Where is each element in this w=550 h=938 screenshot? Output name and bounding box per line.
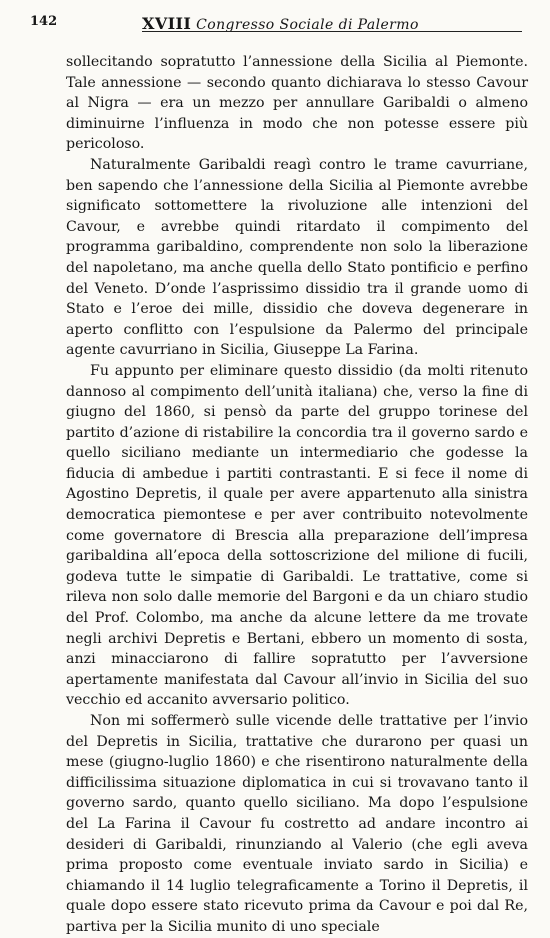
header-rule [142, 31, 522, 32]
body-text [66, 52, 528, 938]
running-head-roman: XVIII [142, 14, 192, 33]
page-number: 142 [30, 14, 58, 29]
running-head-title: Congresso Sociale di Palermo [196, 17, 419, 33]
paragraph: sollecitando sopratutto l’annessione della Sicilia al Piemonte. Tale annessione — secondo quanto dichiarava lo stesso Cavour al Nigra — era un mezzo per annullare Garibaldi o almeno diminuirne l’influenza in modo che non potesse essere più pericoloso. [66, 54, 528, 153]
paragraph: Non mi soffermerò sulle vicende delle trattative per l’invio del Depretis in Sicilia, trattative che durarono per quasi un mese (giugno-luglio 1860) e che risentirono naturalmente della difficilissima situazione diplomatica in cui si trovavano tanto il governo sardo, quanto quello siciliano. Ma dopo l’espulsione del La Farina il Cavour fu costretto ad andare incontro ai desideri di Garibaldi, rinunziando al Valerio (che egli aveva prima proposto come eventuale inviato sardo in Sicilia) e chiamando il 14 luglio telegraficamente a Torino il Depretis, il quale dopo essere stato ricevuto prima da Cavour e poi dal Re, partiva per la Sicilia munito di uno speciale [66, 713, 528, 935]
paragraph: Naturalmente Garibaldi reagì contro le trame cavurriane, ben sapendo che l’annessione della Sicilia al Piemonte avrebbe significato sottomettere la rivoluzione alle intenzioni del Cavour, e avrebbe quindi ritardato il compimento del programma garibaldino, comprendente non solo la liberazione del napoletano, ma anche quella dello Stato pontificio e perfino del Veneto. D’onde l’asprissimo dissidio tra il grande uomo di Stato e l’eroe dei mille, dissidio che doveva degenerare in aperto conflitto con l’espulsione da Palermo del principale agente cavurriano in Sicilia, Giuseppe La Farina. [66, 156, 528, 359]
paragraph: Fu appunto per eliminare questo dissidio (da molti ritenuto dannoso al compimento dell’unità italiana) che, verso la fine di giugno del 1860, si pensò da parte del gruppo torinese del partito d’azione di ristabilire la concordia tra il governo sardo e quello siciliano mediante un intermediario che godesse la fiducia di ambedue i partiti contrastanti. E si fece il nome di Agostino Depretis, il quale per avere appartenuto alla sinistra democratica piemontese e per aver contribuito notevolmente come governatore di Brescia alla preparazione dell’impresa garibaldina all’epoca della sottoscrizione del milione di fucili, godeva tutte le simpatie di Garibaldi. Le trattative, come si rileva non solo dalle memorie del Bargoni e da un chiaro studio del Prof. Colombo, ma anche da alcune lettere da me trovate negli archivi Depretis e Bertani, ebbero un momento di sosta, anzi minacciarono di fallire sopratutto per l’avversione apertamente manifestata dal Cavour all’invio in Sicilia del suo vecchio ed accanito avversario politico. [66, 362, 528, 709]
page-header [30, 10, 528, 36]
